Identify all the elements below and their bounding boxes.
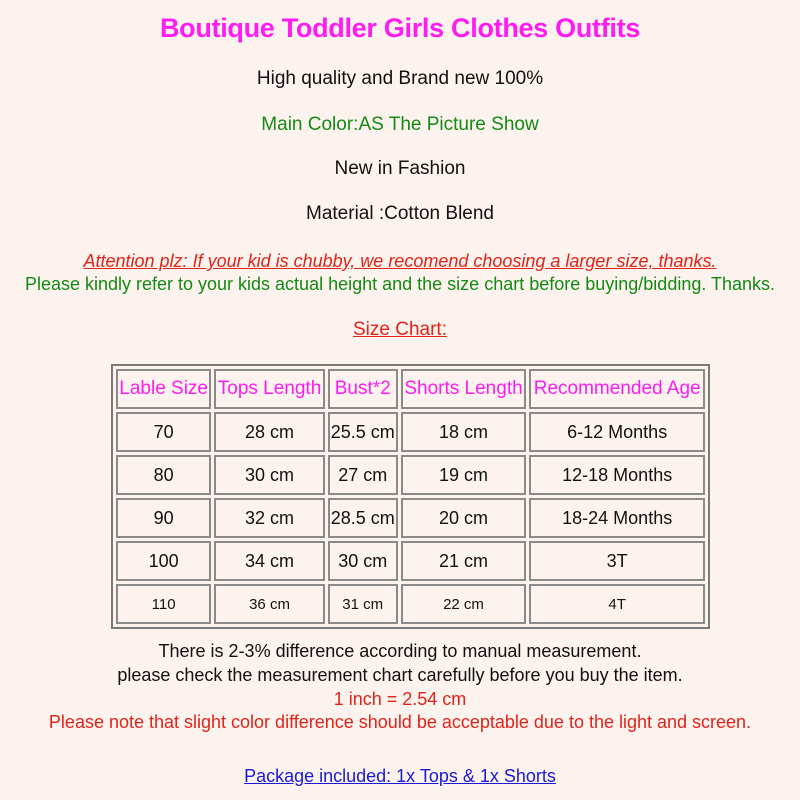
table-cell: 30 cm — [214, 455, 324, 495]
table-row — [116, 412, 705, 452]
table-row — [116, 584, 705, 624]
table-cell: 28 cm — [214, 412, 324, 452]
note-inch-conversion: 1 inch = 2.54 cm — [333, 689, 467, 709]
table-cell: 25.5 cm — [328, 412, 398, 452]
table-cell: 18-24 Months — [529, 498, 705, 538]
header-bust: Bust*2 — [328, 369, 398, 409]
table-cell: 21 cm — [401, 541, 527, 581]
table-cell: 36 cm — [214, 584, 324, 624]
table-cell: 28.5 cm — [328, 498, 398, 538]
table-cell: 27 cm — [328, 455, 398, 495]
header-label-size: Lable Size — [116, 369, 211, 409]
note-check-chart: please check the measurement chart carefully before you buy the item. — [117, 665, 683, 685]
table-cell: 70 — [116, 412, 211, 452]
table-row — [116, 541, 705, 581]
table-cell: 110 — [116, 584, 211, 624]
table-row — [116, 455, 705, 495]
note-color-difference: Please note that slight color difference should be acceptable due to the light and screen. — [48, 712, 752, 732]
table-cell: 100 — [116, 541, 211, 581]
table-cell: 80 — [116, 455, 211, 495]
spec-fashion: New in Fashion — [334, 158, 466, 179]
table-cell: 31 cm — [328, 584, 398, 624]
spec-material: Material :Cotton Blend — [306, 203, 494, 224]
table-cell: 90 — [116, 498, 211, 538]
header-recommended-age: Recommended Age — [529, 369, 705, 409]
table-cell: 4T — [529, 584, 705, 624]
attention-notice: Attention plz: If your kid is chubby, we recomend choosing a larger size, thanks. — [83, 251, 717, 271]
table-row — [116, 498, 705, 538]
note-measurement-difference: There is 2-3% difference according to manual measurement. — [158, 641, 642, 661]
package-included-link[interactable]: Package included: 1x Tops & 1x Shorts — [244, 766, 556, 786]
spec-main-color: Main Color:AS The Picture Show — [261, 114, 539, 135]
size-advice: Please kindly refer to your kids actual height and the size chart before buying/bidding. Thanks. — [24, 274, 776, 294]
table-cell: 20 cm — [401, 498, 527, 538]
table-cell: 18 cm — [401, 412, 527, 452]
table-cell: 30 cm — [328, 541, 398, 581]
table-cell: 12-18 Months — [529, 455, 705, 495]
table-header-row — [116, 369, 705, 409]
spec-quality: High quality and Brand new 100% — [256, 68, 544, 89]
table-cell: 32 cm — [214, 498, 324, 538]
size-chart-title: Size Chart: — [353, 319, 447, 340]
table-cell: 34 cm — [214, 541, 324, 581]
size-chart-table — [111, 364, 710, 629]
table-cell: 3T — [529, 541, 705, 581]
header-shorts-length: Shorts Length — [401, 369, 527, 409]
table-cell: 19 cm — [401, 455, 527, 495]
table-cell: 6-12 Months — [529, 412, 705, 452]
page-title: Boutique Toddler Girls Clothes Outfits — [159, 13, 641, 43]
header-tops-length: Tops Length — [214, 369, 324, 409]
table-cell: 22 cm — [401, 584, 527, 624]
